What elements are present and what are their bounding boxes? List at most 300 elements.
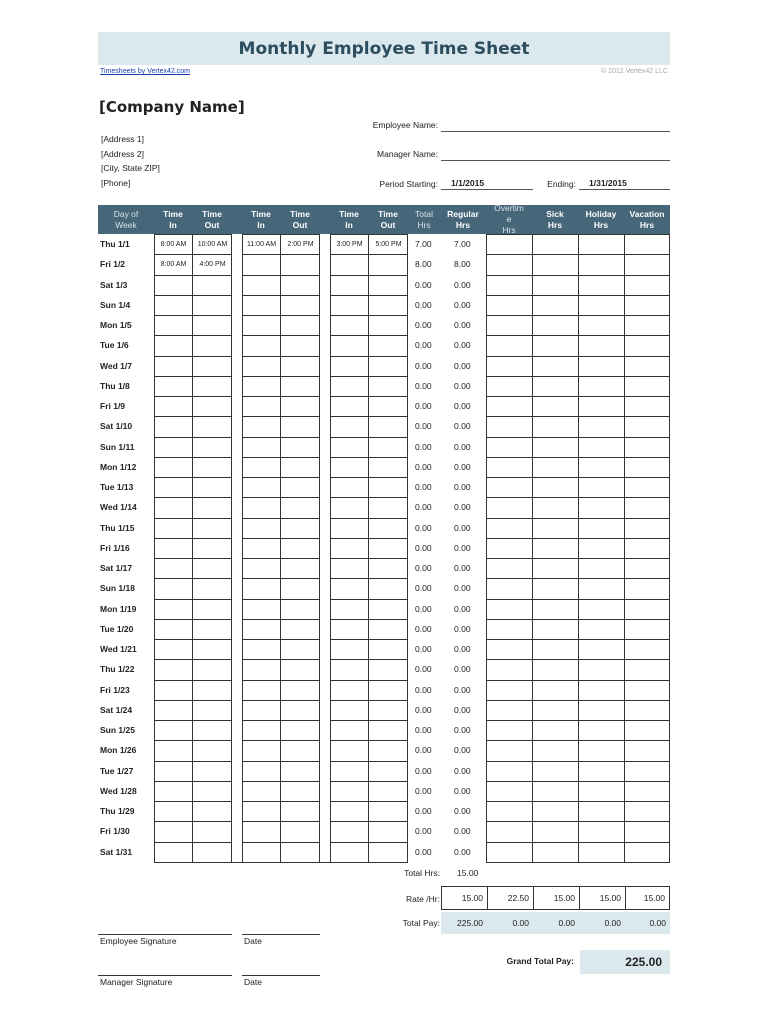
time-cell-time-out-3[interactable] bbox=[368, 781, 408, 801]
time-cell-time-in-1[interactable] bbox=[154, 497, 192, 517]
hrs-cell-overtime-hrs[interactable] bbox=[486, 659, 532, 679]
time-cell-time-out-3[interactable] bbox=[368, 558, 408, 578]
hrs-cell-sick-hrs[interactable] bbox=[532, 275, 578, 295]
time-cell-time-in-1[interactable] bbox=[154, 781, 192, 801]
hrs-cell-vacation-hrs[interactable] bbox=[624, 821, 670, 841]
time-cell-time-in-1[interactable] bbox=[154, 376, 192, 396]
time-cell-time-in-2[interactable] bbox=[242, 801, 280, 821]
time-cell-time-out-3[interactable] bbox=[368, 821, 408, 841]
hrs-cell-overtime-hrs[interactable] bbox=[486, 578, 532, 598]
time-cell-time-out-1[interactable] bbox=[192, 558, 232, 578]
hrs-cell-overtime-hrs[interactable] bbox=[486, 477, 532, 497]
time-cell-time-in-1[interactable] bbox=[154, 275, 192, 295]
hrs-cell-overtime-hrs[interactable] bbox=[486, 376, 532, 396]
time-cell-time-out-3[interactable] bbox=[368, 578, 408, 598]
hrs-cell-overtime-hrs[interactable] bbox=[486, 538, 532, 558]
time-cell-time-in-1[interactable] bbox=[154, 457, 192, 477]
time-cell-time-out-1[interactable] bbox=[192, 497, 232, 517]
hrs-cell-overtime-hrs[interactable] bbox=[486, 740, 532, 760]
time-cell-time-out-2[interactable] bbox=[280, 781, 320, 801]
time-cell-time-in-1[interactable] bbox=[154, 416, 192, 436]
address-phone[interactable]: [Phone] bbox=[101, 178, 131, 188]
rate-cell[interactable]: 22.50 bbox=[487, 886, 533, 910]
hrs-cell-holiday-hrs[interactable] bbox=[578, 275, 624, 295]
hrs-cell-overtime-hrs[interactable] bbox=[486, 396, 532, 416]
hrs-cell-holiday-hrs[interactable] bbox=[578, 315, 624, 335]
hrs-cell-holiday-hrs[interactable] bbox=[578, 659, 624, 679]
time-cell-time-in-1[interactable] bbox=[154, 761, 192, 781]
hrs-cell-vacation-hrs[interactable] bbox=[624, 295, 670, 315]
time-cell-time-out-3[interactable] bbox=[368, 761, 408, 781]
hrs-cell-sick-hrs[interactable] bbox=[532, 295, 578, 315]
address-line-2[interactable]: [Address 2] bbox=[101, 149, 144, 159]
time-cell-time-in-3[interactable] bbox=[330, 315, 368, 335]
time-cell-time-out-1[interactable] bbox=[192, 720, 232, 740]
time-cell-time-out-2[interactable] bbox=[280, 659, 320, 679]
hrs-cell-sick-hrs[interactable] bbox=[532, 234, 578, 254]
time-cell-time-in-2[interactable] bbox=[242, 599, 280, 619]
hrs-cell-sick-hrs[interactable] bbox=[532, 457, 578, 477]
hrs-cell-vacation-hrs[interactable] bbox=[624, 781, 670, 801]
time-cell-time-in-2[interactable] bbox=[242, 396, 280, 416]
hrs-cell-holiday-hrs[interactable] bbox=[578, 295, 624, 315]
time-cell-time-in-3[interactable] bbox=[330, 376, 368, 396]
time-cell-time-out-1[interactable] bbox=[192, 578, 232, 598]
employee-signature-line[interactable] bbox=[98, 934, 232, 935]
hrs-cell-sick-hrs[interactable] bbox=[532, 599, 578, 619]
time-cell-time-in-3[interactable] bbox=[330, 558, 368, 578]
time-cell-time-in-1[interactable] bbox=[154, 578, 192, 598]
time-cell-time-out-2[interactable] bbox=[280, 740, 320, 760]
hrs-cell-sick-hrs[interactable] bbox=[532, 619, 578, 639]
time-cell-time-out-2[interactable] bbox=[280, 335, 320, 355]
hrs-cell-overtime-hrs[interactable] bbox=[486, 518, 532, 538]
hrs-cell-holiday-hrs[interactable] bbox=[578, 335, 624, 355]
time-cell-time-in-2[interactable] bbox=[242, 842, 280, 862]
time-cell-time-in-3[interactable] bbox=[330, 538, 368, 558]
time-cell-time-out-3[interactable] bbox=[368, 619, 408, 639]
time-cell-time-out-2[interactable] bbox=[280, 619, 320, 639]
hrs-cell-holiday-hrs[interactable] bbox=[578, 801, 624, 821]
time-cell-time-out-1[interactable] bbox=[192, 639, 232, 659]
hrs-cell-holiday-hrs[interactable] bbox=[578, 396, 624, 416]
time-cell-time-out-1[interactable]: 4:00 PM bbox=[192, 254, 232, 274]
time-cell-time-out-1[interactable] bbox=[192, 619, 232, 639]
time-cell-time-in-2[interactable] bbox=[242, 254, 280, 274]
time-cell-time-out-1[interactable] bbox=[192, 356, 232, 376]
hrs-cell-sick-hrs[interactable] bbox=[532, 801, 578, 821]
time-cell-time-out-1[interactable] bbox=[192, 659, 232, 679]
vertex42-link[interactable]: Timesheets by Vertex42.com bbox=[100, 68, 191, 75]
time-cell-time-in-3[interactable] bbox=[330, 518, 368, 538]
employee-name-field[interactable] bbox=[441, 120, 670, 132]
time-cell-time-out-1[interactable] bbox=[192, 821, 232, 841]
time-cell-time-out-3[interactable] bbox=[368, 477, 408, 497]
hrs-cell-vacation-hrs[interactable] bbox=[624, 518, 670, 538]
time-cell-time-out-1[interactable] bbox=[192, 801, 232, 821]
time-cell-time-out-2[interactable] bbox=[280, 720, 320, 740]
time-cell-time-in-3[interactable] bbox=[330, 477, 368, 497]
hrs-cell-overtime-hrs[interactable] bbox=[486, 700, 532, 720]
time-cell-time-in-2[interactable] bbox=[242, 497, 280, 517]
hrs-cell-vacation-hrs[interactable] bbox=[624, 254, 670, 274]
time-cell-time-out-2[interactable]: 2:00 PM bbox=[280, 234, 320, 254]
time-cell-time-in-3[interactable] bbox=[330, 801, 368, 821]
time-cell-time-in-2[interactable] bbox=[242, 558, 280, 578]
hrs-cell-vacation-hrs[interactable] bbox=[624, 437, 670, 457]
time-cell-time-out-2[interactable] bbox=[280, 518, 320, 538]
hrs-cell-vacation-hrs[interactable] bbox=[624, 599, 670, 619]
hrs-cell-holiday-hrs[interactable] bbox=[578, 619, 624, 639]
time-cell-time-in-3[interactable] bbox=[330, 416, 368, 436]
time-cell-time-in-1[interactable] bbox=[154, 437, 192, 457]
time-cell-time-out-2[interactable] bbox=[280, 821, 320, 841]
rate-cell[interactable]: 15.00 bbox=[533, 886, 579, 910]
time-cell-time-in-1[interactable] bbox=[154, 538, 192, 558]
time-cell-time-in-2[interactable] bbox=[242, 781, 280, 801]
time-cell-time-out-3[interactable] bbox=[368, 416, 408, 436]
time-cell-time-in-2[interactable] bbox=[242, 518, 280, 538]
hrs-cell-overtime-hrs[interactable] bbox=[486, 761, 532, 781]
hrs-cell-holiday-hrs[interactable] bbox=[578, 356, 624, 376]
hrs-cell-vacation-hrs[interactable] bbox=[624, 761, 670, 781]
time-cell-time-in-2[interactable] bbox=[242, 578, 280, 598]
time-cell-time-out-3[interactable]: 5:00 PM bbox=[368, 234, 408, 254]
time-cell-time-in-3[interactable] bbox=[330, 275, 368, 295]
rate-cell[interactable]: 15.00 bbox=[441, 886, 487, 910]
time-cell-time-out-3[interactable] bbox=[368, 356, 408, 376]
manager-date-line[interactable] bbox=[242, 975, 320, 976]
time-cell-time-in-2[interactable] bbox=[242, 295, 280, 315]
time-cell-time-in-3[interactable] bbox=[330, 437, 368, 457]
time-cell-time-out-3[interactable] bbox=[368, 497, 408, 517]
time-cell-time-in-1[interactable] bbox=[154, 680, 192, 700]
time-cell-time-in-3[interactable] bbox=[330, 761, 368, 781]
employee-date-line[interactable] bbox=[242, 934, 320, 935]
time-cell-time-in-2[interactable] bbox=[242, 619, 280, 639]
rate-cell[interactable]: 15.00 bbox=[579, 886, 625, 910]
hrs-cell-vacation-hrs[interactable] bbox=[624, 740, 670, 760]
hrs-cell-sick-hrs[interactable] bbox=[532, 680, 578, 700]
time-cell-time-in-3[interactable] bbox=[330, 356, 368, 376]
time-cell-time-out-1[interactable] bbox=[192, 842, 232, 862]
hrs-cell-sick-hrs[interactable] bbox=[532, 578, 578, 598]
time-cell-time-in-2[interactable] bbox=[242, 275, 280, 295]
hrs-cell-vacation-hrs[interactable] bbox=[624, 801, 670, 821]
hrs-cell-overtime-hrs[interactable] bbox=[486, 680, 532, 700]
hrs-cell-vacation-hrs[interactable] bbox=[624, 558, 670, 578]
hrs-cell-overtime-hrs[interactable] bbox=[486, 234, 532, 254]
hrs-cell-overtime-hrs[interactable] bbox=[486, 558, 532, 578]
hrs-cell-sick-hrs[interactable] bbox=[532, 315, 578, 335]
hrs-cell-overtime-hrs[interactable] bbox=[486, 295, 532, 315]
time-cell-time-out-2[interactable] bbox=[280, 599, 320, 619]
hrs-cell-sick-hrs[interactable] bbox=[532, 254, 578, 274]
hrs-cell-sick-hrs[interactable] bbox=[532, 497, 578, 517]
time-cell-time-out-1[interactable] bbox=[192, 275, 232, 295]
time-cell-time-in-1[interactable] bbox=[154, 599, 192, 619]
time-cell-time-out-2[interactable] bbox=[280, 578, 320, 598]
address-city-state-zip[interactable]: [City, State ZIP] bbox=[101, 163, 160, 173]
hrs-cell-overtime-hrs[interactable] bbox=[486, 801, 532, 821]
hrs-cell-sick-hrs[interactable] bbox=[532, 538, 578, 558]
hrs-cell-holiday-hrs[interactable] bbox=[578, 680, 624, 700]
hrs-cell-sick-hrs[interactable] bbox=[532, 821, 578, 841]
time-cell-time-out-3[interactable] bbox=[368, 335, 408, 355]
time-cell-time-in-2[interactable] bbox=[242, 315, 280, 335]
hrs-cell-sick-hrs[interactable] bbox=[532, 376, 578, 396]
hrs-cell-vacation-hrs[interactable] bbox=[624, 720, 670, 740]
hrs-cell-holiday-hrs[interactable] bbox=[578, 781, 624, 801]
time-cell-time-out-3[interactable] bbox=[368, 659, 408, 679]
hrs-cell-sick-hrs[interactable] bbox=[532, 639, 578, 659]
time-cell-time-in-3[interactable] bbox=[330, 396, 368, 416]
hrs-cell-overtime-hrs[interactable] bbox=[486, 254, 532, 274]
hrs-cell-sick-hrs[interactable] bbox=[532, 720, 578, 740]
time-cell-time-in-3[interactable] bbox=[330, 457, 368, 477]
time-cell-time-out-3[interactable] bbox=[368, 396, 408, 416]
hrs-cell-overtime-hrs[interactable] bbox=[486, 437, 532, 457]
hrs-cell-overtime-hrs[interactable] bbox=[486, 639, 532, 659]
hrs-cell-overtime-hrs[interactable] bbox=[486, 599, 532, 619]
time-cell-time-out-1[interactable] bbox=[192, 335, 232, 355]
hrs-cell-overtime-hrs[interactable] bbox=[486, 315, 532, 335]
hrs-cell-holiday-hrs[interactable] bbox=[578, 740, 624, 760]
hrs-cell-sick-hrs[interactable] bbox=[532, 740, 578, 760]
hrs-cell-holiday-hrs[interactable] bbox=[578, 518, 624, 538]
hrs-cell-holiday-hrs[interactable] bbox=[578, 497, 624, 517]
manager-signature-line[interactable] bbox=[98, 975, 232, 976]
time-cell-time-out-1[interactable] bbox=[192, 740, 232, 760]
hrs-cell-holiday-hrs[interactable] bbox=[578, 761, 624, 781]
time-cell-time-in-2[interactable] bbox=[242, 356, 280, 376]
time-cell-time-in-3[interactable] bbox=[330, 599, 368, 619]
time-cell-time-out-2[interactable] bbox=[280, 437, 320, 457]
period-start-field[interactable]: 1/1/2015 bbox=[441, 178, 533, 190]
time-cell-time-out-1[interactable] bbox=[192, 457, 232, 477]
time-cell-time-out-3[interactable] bbox=[368, 457, 408, 477]
hrs-cell-vacation-hrs[interactable] bbox=[624, 275, 670, 295]
hrs-cell-overtime-hrs[interactable] bbox=[486, 275, 532, 295]
time-cell-time-in-1[interactable] bbox=[154, 659, 192, 679]
time-cell-time-out-1[interactable] bbox=[192, 477, 232, 497]
hrs-cell-overtime-hrs[interactable] bbox=[486, 720, 532, 740]
time-cell-time-in-3[interactable] bbox=[330, 254, 368, 274]
time-cell-time-out-1[interactable] bbox=[192, 416, 232, 436]
hrs-cell-holiday-hrs[interactable] bbox=[578, 477, 624, 497]
time-cell-time-out-2[interactable] bbox=[280, 639, 320, 659]
hrs-cell-holiday-hrs[interactable] bbox=[578, 376, 624, 396]
time-cell-time-in-1[interactable] bbox=[154, 740, 192, 760]
time-cell-time-out-1[interactable] bbox=[192, 781, 232, 801]
hrs-cell-sick-hrs[interactable] bbox=[532, 558, 578, 578]
time-cell-time-in-3[interactable] bbox=[330, 680, 368, 700]
time-cell-time-in-2[interactable] bbox=[242, 761, 280, 781]
time-cell-time-in-1[interactable] bbox=[154, 396, 192, 416]
time-cell-time-out-3[interactable] bbox=[368, 720, 408, 740]
time-cell-time-out-2[interactable] bbox=[280, 457, 320, 477]
hrs-cell-overtime-hrs[interactable] bbox=[486, 497, 532, 517]
hrs-cell-vacation-hrs[interactable] bbox=[624, 619, 670, 639]
hrs-cell-holiday-hrs[interactable] bbox=[578, 416, 624, 436]
hrs-cell-overtime-hrs[interactable] bbox=[486, 335, 532, 355]
hrs-cell-sick-hrs[interactable] bbox=[532, 416, 578, 436]
hrs-cell-sick-hrs[interactable] bbox=[532, 781, 578, 801]
address-line-1[interactable]: [Address 1] bbox=[101, 134, 144, 144]
time-cell-time-out-2[interactable] bbox=[280, 558, 320, 578]
time-cell-time-in-1[interactable]: 8:00 AM bbox=[154, 234, 192, 254]
time-cell-time-out-2[interactable] bbox=[280, 295, 320, 315]
hrs-cell-vacation-hrs[interactable] bbox=[624, 457, 670, 477]
time-cell-time-out-1[interactable] bbox=[192, 396, 232, 416]
time-cell-time-out-2[interactable] bbox=[280, 842, 320, 862]
hrs-cell-vacation-hrs[interactable] bbox=[624, 376, 670, 396]
time-cell-time-out-3[interactable] bbox=[368, 518, 408, 538]
hrs-cell-holiday-hrs[interactable] bbox=[578, 599, 624, 619]
hrs-cell-holiday-hrs[interactable] bbox=[578, 700, 624, 720]
hrs-cell-holiday-hrs[interactable] bbox=[578, 821, 624, 841]
time-cell-time-out-3[interactable] bbox=[368, 842, 408, 862]
time-cell-time-out-1[interactable] bbox=[192, 295, 232, 315]
rate-cell[interactable]: 15.00 bbox=[625, 886, 670, 910]
time-cell-time-in-3[interactable] bbox=[330, 659, 368, 679]
time-cell-time-in-2[interactable] bbox=[242, 680, 280, 700]
hrs-cell-holiday-hrs[interactable] bbox=[578, 720, 624, 740]
time-cell-time-in-3[interactable] bbox=[330, 740, 368, 760]
hrs-cell-overtime-hrs[interactable] bbox=[486, 619, 532, 639]
hrs-cell-holiday-hrs[interactable] bbox=[578, 538, 624, 558]
time-cell-time-in-2[interactable] bbox=[242, 538, 280, 558]
time-cell-time-in-2[interactable] bbox=[242, 437, 280, 457]
time-cell-time-out-3[interactable] bbox=[368, 700, 408, 720]
time-cell-time-out-2[interactable] bbox=[280, 477, 320, 497]
time-cell-time-in-1[interactable] bbox=[154, 720, 192, 740]
time-cell-time-out-1[interactable] bbox=[192, 599, 232, 619]
time-cell-time-in-3[interactable] bbox=[330, 619, 368, 639]
hrs-cell-holiday-hrs[interactable] bbox=[578, 437, 624, 457]
time-cell-time-in-2[interactable] bbox=[242, 740, 280, 760]
time-cell-time-in-1[interactable] bbox=[154, 518, 192, 538]
time-cell-time-in-3[interactable] bbox=[330, 842, 368, 862]
time-cell-time-out-1[interactable] bbox=[192, 437, 232, 457]
time-cell-time-out-3[interactable] bbox=[368, 254, 408, 274]
time-cell-time-in-1[interactable] bbox=[154, 700, 192, 720]
hrs-cell-sick-hrs[interactable] bbox=[532, 356, 578, 376]
hrs-cell-sick-hrs[interactable] bbox=[532, 518, 578, 538]
hrs-cell-vacation-hrs[interactable] bbox=[624, 396, 670, 416]
hrs-cell-overtime-hrs[interactable] bbox=[486, 457, 532, 477]
time-cell-time-out-1[interactable]: 10:00 AM bbox=[192, 234, 232, 254]
hrs-cell-overtime-hrs[interactable] bbox=[486, 842, 532, 862]
time-cell-time-in-2[interactable] bbox=[242, 639, 280, 659]
hrs-cell-sick-hrs[interactable] bbox=[532, 437, 578, 457]
time-cell-time-in-3[interactable] bbox=[330, 295, 368, 315]
time-cell-time-out-1[interactable] bbox=[192, 700, 232, 720]
time-cell-time-out-3[interactable] bbox=[368, 740, 408, 760]
time-cell-time-out-2[interactable] bbox=[280, 497, 320, 517]
time-cell-time-out-3[interactable] bbox=[368, 639, 408, 659]
time-cell-time-in-2[interactable]: 11:00 AM bbox=[242, 234, 280, 254]
time-cell-time-out-2[interactable] bbox=[280, 376, 320, 396]
time-cell-time-out-3[interactable] bbox=[368, 295, 408, 315]
hrs-cell-sick-hrs[interactable] bbox=[532, 659, 578, 679]
time-cell-time-in-3[interactable] bbox=[330, 700, 368, 720]
hrs-cell-holiday-hrs[interactable] bbox=[578, 558, 624, 578]
time-cell-time-in-1[interactable] bbox=[154, 295, 192, 315]
time-cell-time-out-2[interactable] bbox=[280, 254, 320, 274]
hrs-cell-sick-hrs[interactable] bbox=[532, 335, 578, 355]
time-cell-time-in-3[interactable] bbox=[330, 781, 368, 801]
time-cell-time-out-3[interactable] bbox=[368, 680, 408, 700]
time-cell-time-in-1[interactable] bbox=[154, 335, 192, 355]
time-cell-time-in-1[interactable] bbox=[154, 356, 192, 376]
hrs-cell-vacation-hrs[interactable] bbox=[624, 578, 670, 598]
hrs-cell-vacation-hrs[interactable] bbox=[624, 315, 670, 335]
hrs-cell-vacation-hrs[interactable] bbox=[624, 335, 670, 355]
hrs-cell-holiday-hrs[interactable] bbox=[578, 254, 624, 274]
time-cell-time-out-2[interactable] bbox=[280, 680, 320, 700]
hrs-cell-holiday-hrs[interactable] bbox=[578, 578, 624, 598]
time-cell-time-in-2[interactable] bbox=[242, 821, 280, 841]
time-cell-time-in-2[interactable] bbox=[242, 376, 280, 396]
hrs-cell-overtime-hrs[interactable] bbox=[486, 781, 532, 801]
time-cell-time-in-2[interactable] bbox=[242, 659, 280, 679]
time-cell-time-out-2[interactable] bbox=[280, 356, 320, 376]
time-cell-time-in-3[interactable]: 3:00 PM bbox=[330, 234, 368, 254]
time-cell-time-out-2[interactable] bbox=[280, 416, 320, 436]
time-cell-time-out-3[interactable] bbox=[368, 538, 408, 558]
time-cell-time-out-1[interactable] bbox=[192, 376, 232, 396]
time-cell-time-out-1[interactable] bbox=[192, 518, 232, 538]
time-cell-time-in-1[interactable] bbox=[154, 842, 192, 862]
hrs-cell-vacation-hrs[interactable] bbox=[624, 639, 670, 659]
hrs-cell-vacation-hrs[interactable] bbox=[624, 356, 670, 376]
hrs-cell-vacation-hrs[interactable] bbox=[624, 497, 670, 517]
time-cell-time-out-3[interactable] bbox=[368, 315, 408, 335]
hrs-cell-vacation-hrs[interactable] bbox=[624, 842, 670, 862]
time-cell-time-out-1[interactable] bbox=[192, 680, 232, 700]
time-cell-time-in-2[interactable] bbox=[242, 416, 280, 436]
hrs-cell-vacation-hrs[interactable] bbox=[624, 416, 670, 436]
hrs-cell-vacation-hrs[interactable] bbox=[624, 538, 670, 558]
time-cell-time-in-3[interactable] bbox=[330, 821, 368, 841]
hrs-cell-sick-hrs[interactable] bbox=[532, 700, 578, 720]
time-cell-time-in-3[interactable] bbox=[330, 720, 368, 740]
hrs-cell-sick-hrs[interactable] bbox=[532, 761, 578, 781]
hrs-cell-holiday-hrs[interactable] bbox=[578, 234, 624, 254]
time-cell-time-in-2[interactable] bbox=[242, 720, 280, 740]
time-cell-time-in-2[interactable] bbox=[242, 335, 280, 355]
time-cell-time-in-1[interactable] bbox=[154, 619, 192, 639]
hrs-cell-holiday-hrs[interactable] bbox=[578, 457, 624, 477]
time-cell-time-in-2[interactable] bbox=[242, 477, 280, 497]
time-cell-time-in-1[interactable] bbox=[154, 558, 192, 578]
hrs-cell-sick-hrs[interactable] bbox=[532, 396, 578, 416]
hrs-cell-overtime-hrs[interactable] bbox=[486, 356, 532, 376]
time-cell-time-out-3[interactable] bbox=[368, 376, 408, 396]
hrs-cell-sick-hrs[interactable] bbox=[532, 842, 578, 862]
hrs-cell-vacation-hrs[interactable] bbox=[624, 477, 670, 497]
time-cell-time-out-2[interactable] bbox=[280, 700, 320, 720]
time-cell-time-out-2[interactable] bbox=[280, 396, 320, 416]
hrs-cell-vacation-hrs[interactable] bbox=[624, 659, 670, 679]
time-cell-time-in-3[interactable] bbox=[330, 335, 368, 355]
time-cell-time-in-1[interactable]: 8:00 AM bbox=[154, 254, 192, 274]
time-cell-time-in-2[interactable] bbox=[242, 457, 280, 477]
hrs-cell-holiday-hrs[interactable] bbox=[578, 842, 624, 862]
time-cell-time-out-2[interactable] bbox=[280, 538, 320, 558]
period-end-field[interactable]: 1/31/2015 bbox=[579, 178, 670, 190]
